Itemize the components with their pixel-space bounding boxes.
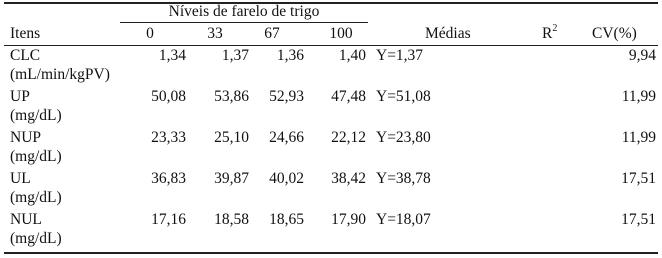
cell-cv: 17,51 xyxy=(621,170,656,187)
header-level-0: 0 xyxy=(146,25,154,42)
cell-mean: Y=38,78 xyxy=(376,170,431,187)
header-r2-letter: R xyxy=(542,25,553,42)
cell-level-33: 25,10 xyxy=(214,129,249,146)
table-bottom-rule xyxy=(4,252,658,254)
row-name: CLC xyxy=(10,47,41,64)
cell-level-100: 1,40 xyxy=(338,47,366,64)
row-name: UL xyxy=(10,170,31,187)
cell-level-0: 23,33 xyxy=(151,129,186,146)
row-name: NUP xyxy=(10,129,42,146)
cell-level-0: 17,16 xyxy=(151,211,186,228)
row-name: NUL xyxy=(10,211,42,228)
group-header-rule xyxy=(120,22,368,23)
cell-level-67: 52,93 xyxy=(269,88,304,105)
cell-level-0: 1,34 xyxy=(158,47,186,64)
row-unit: (mg/dL) xyxy=(10,148,62,165)
header-r2-superscript: 2 xyxy=(552,23,558,34)
cell-mean: Y=23,80 xyxy=(376,129,431,146)
header-level-67: 67 xyxy=(264,25,280,42)
header-items: Itens xyxy=(10,25,41,42)
cell-level-100: 47,48 xyxy=(331,88,366,105)
cell-level-67: 1,36 xyxy=(276,47,304,64)
header-r2 xyxy=(542,25,557,43)
cell-level-67: 18,65 xyxy=(269,211,304,228)
cell-cv: 17,51 xyxy=(621,211,656,228)
cell-mean: Y=18,07 xyxy=(376,211,431,228)
row-unit: (mg/dL) xyxy=(10,107,62,124)
row-unit: (mg/dL) xyxy=(10,230,62,247)
header-cv: CV(%) xyxy=(592,25,637,42)
cell-level-33: 39,87 xyxy=(214,170,249,187)
cell-level-33: 53,86 xyxy=(214,88,249,105)
cell-level-0: 50,08 xyxy=(151,88,186,105)
cell-level-0: 36,83 xyxy=(151,170,186,187)
cell-level-100: 22,12 xyxy=(331,129,366,146)
header-level-100: 100 xyxy=(329,25,353,42)
row-name: UP xyxy=(10,88,30,105)
cell-level-33: 1,37 xyxy=(221,47,249,64)
cell-cv: 11,99 xyxy=(621,88,656,105)
header-bottom-rule xyxy=(4,45,658,46)
cell-level-67: 24,66 xyxy=(269,129,304,146)
header-means: Médias xyxy=(425,25,471,42)
header-level-33: 33 xyxy=(207,25,223,42)
cell-mean: Y=1,37 xyxy=(376,47,424,64)
row-unit: (mL/min/kgPV) xyxy=(10,66,110,83)
cell-level-100: 17,90 xyxy=(331,211,366,228)
cell-level-67: 40,02 xyxy=(269,170,304,187)
cell-mean: Y=51,08 xyxy=(376,88,431,105)
group-header: Níveis de farelo de trigo xyxy=(168,3,320,20)
cell-cv: 11,99 xyxy=(621,129,656,146)
cell-level-33: 18,58 xyxy=(214,211,249,228)
row-unit: (mg/dL) xyxy=(10,189,62,206)
cell-cv: 9,94 xyxy=(628,47,656,64)
cell-level-100: 38,42 xyxy=(331,170,366,187)
